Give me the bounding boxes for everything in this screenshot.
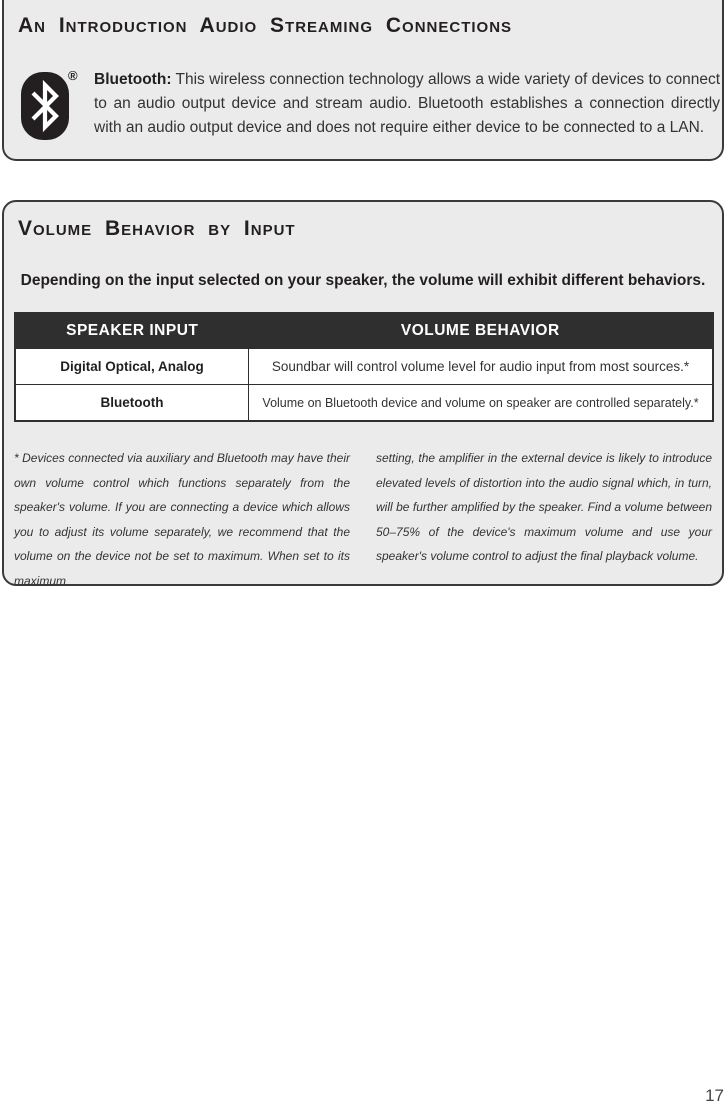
- header-volume-behavior: VOLUME BEHAVIOR: [249, 313, 714, 349]
- bluetooth-term: Bluetooth:: [94, 71, 172, 88]
- bluetooth-icon: [21, 72, 69, 140]
- speaker-input-cell: Bluetooth: [15, 385, 249, 422]
- volume-behavior-subtitle: Depending on the input selected on your speaker, the volume will exhibit different behaviors.: [20, 272, 706, 289]
- bluetooth-description: [94, 68, 720, 140]
- bluetooth-description-text: This wireless connection technology allows a wide variety of devices to connect to an audio output device and stream audio. Bluetooth establishes a connection directly with an audio output device and does not require either device to be connected to a LAN.: [94, 71, 721, 136]
- volume-behavior-cell: Volume on Bluetooth device and volume on speaker are controlled separately.*: [249, 385, 714, 422]
- table-row: [15, 385, 713, 422]
- table-header-row: [15, 313, 713, 349]
- speaker-input-cell: Digital Optical, Analog: [15, 349, 249, 385]
- volume-behavior-section: [2, 200, 724, 586]
- registered-trademark-mark: ®: [68, 68, 78, 83]
- page-number: 17: [705, 1086, 724, 1105]
- table-row: [15, 349, 713, 385]
- header-speaker-input: SPEAKER INPUT: [15, 313, 249, 349]
- volume-behavior-table: [14, 312, 714, 422]
- section-heading-audio-streaming: An Introduction Audio Streaming Connections: [18, 14, 513, 37]
- footnote-left-column: * Devices connected via auxiliary and Bluetooth may have their own volume control which functions separately from the speaker's volume. If you are connecting a device which allows you to adjust its volume separately, we recommend that the volume on the device not be set to maximum. When set to its maximum: [14, 451, 350, 588]
- audio-streaming-section: [2, 0, 724, 161]
- footnote-right-column: setting, the amplifier in the external device is likely to introduce elevated levels of distortion into the audio signal which, in turn, will be further amplified by the speaker. Find a volume between 50–75% of the device's maximum volume and use your speaker's volume control to adjust the final playback volume.: [376, 451, 712, 563]
- section-heading-volume-behavior: Volume Behavior by Input: [18, 217, 296, 240]
- volume-behavior-cell: Soundbar will control volume level for audio input from most sources.*: [249, 349, 714, 385]
